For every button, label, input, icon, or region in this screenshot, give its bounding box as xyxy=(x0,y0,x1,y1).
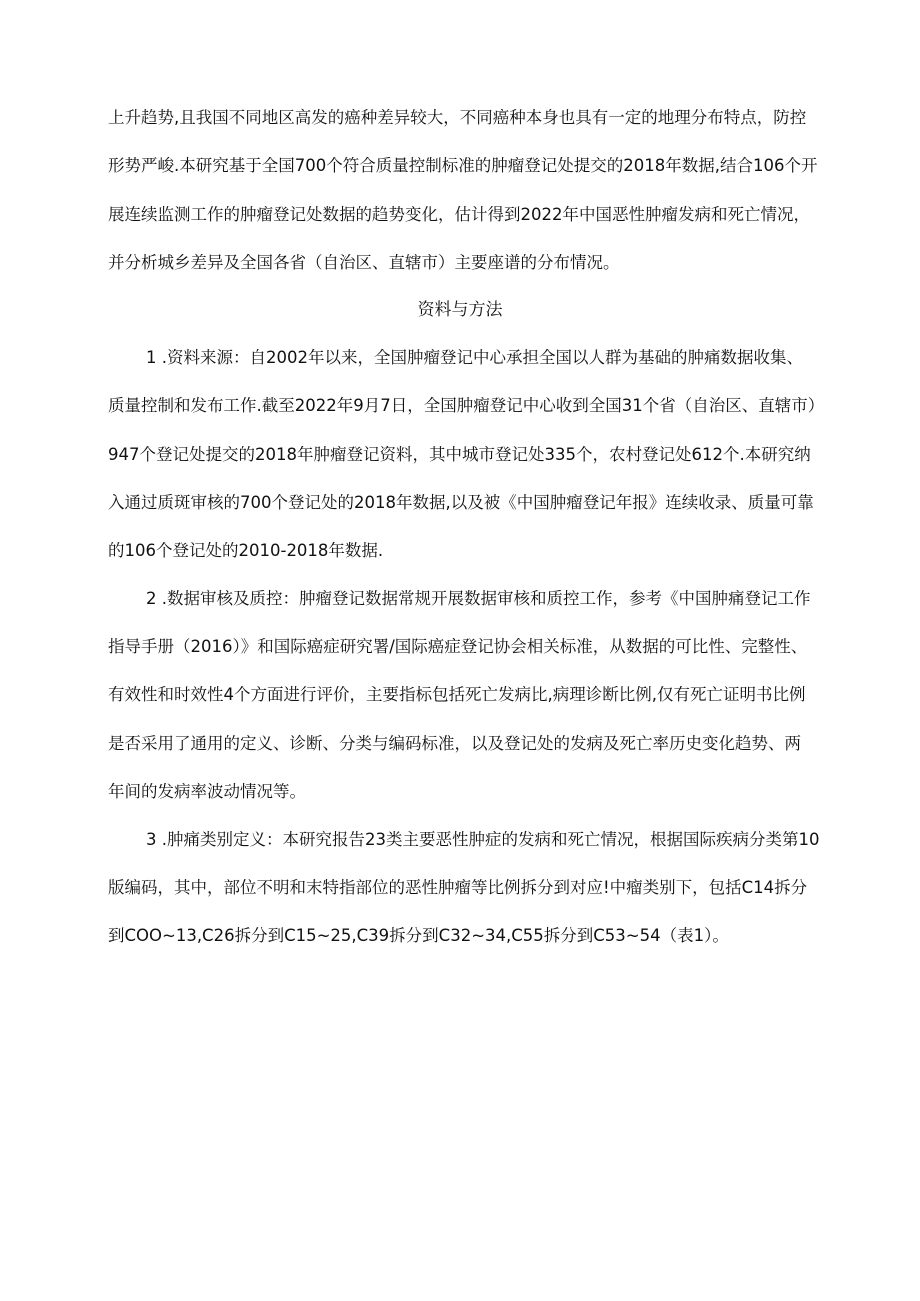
paragraph2-line-2: 指导手册（2016）》和国际癌症研究署/国际癌症登记协会相关标准，从数据的可比性、完整性、 xyxy=(108,637,808,656)
paragraph1-line-4: 入通过质斑审核的700个登记处的2018年数据,以及被《中国肿瘤登记年报》连续收录、质量可靠 xyxy=(108,493,814,512)
intro-line-4: 并分析城乡差异及全国各省（自治区、直辖市）主要座谱的分布情况。 xyxy=(108,253,620,272)
paragraph3-line-1: 3 .肿痛类别定义：本研究报告23类主要恶性肿症的发病和死亡情况，根据国际疾病分类第10 xyxy=(146,830,820,849)
intro-line-3: 展连续监测工作的肿瘤登记处数据的趋势变化，估计得到2022年中国恶性肿瘤发病和死亡情况， xyxy=(108,205,810,224)
paragraph2-line-1: 2 .数据审核及质控：肿瘤登记数据常规开展数据审核和质控工作，参考《中国肿痛登记工作 xyxy=(146,589,811,608)
paragraph2-line-3: 有效性和时效性4个方面进行评价，主要指标包括死亡发病比,病理诊断比例,仅有死亡证明书比例 xyxy=(108,685,806,704)
paragraph2-line-4: 是否采用了通用的定义、诊断、分类与编码标准，以及登记处的发病及死亡率历史变化趋势、两 xyxy=(108,734,801,753)
paragraph1-line-5: 的106个登记处的2010-2018年数据. xyxy=(108,541,384,560)
paragraph3-line-2: 版编码，其中，部位不明和末特指部位的恶性肿瘤等比例拆分到对应!中瘤类别下，包括C14拆分 xyxy=(108,878,808,897)
intro-line-2: 形势严峻.本研究基于全国700个符合质量控制标准的肿瘤登记处提交的2018年数据,结合106个开 xyxy=(108,156,818,175)
intro-line-1: 上升趋势,且我国不同地区高发的癌种差异较大，不同癌种本身也具有一定的地理分布特点，防控 xyxy=(108,108,807,127)
paragraph1-line-2: 质量控制和发布工作.截至2022年9月7日，全国肿瘤登记中心收到全国31个省（自治区、直辖市） xyxy=(108,396,825,415)
paragraph2-line-5: 年间的发病率波动情况等。 xyxy=(108,782,306,801)
paragraph1-line-3: 947个登记处提交的2018年肿瘤登记资料，其中城市登记处335个，农村登记处612个.本研究纳 xyxy=(108,445,811,464)
paragraph3-line-3: 到COO~13,C26拆分到C15~25,C39拆分到C32~34,C55拆分到C53~54（表1）。 xyxy=(108,926,729,945)
paragraph1-line-1: 1 .资料来源：自2002年以来，全国肿瘤登记中心承担全国以人群为基础的肿痛数据收集、 xyxy=(146,348,803,367)
section-heading: 资料与方法 xyxy=(417,300,503,320)
